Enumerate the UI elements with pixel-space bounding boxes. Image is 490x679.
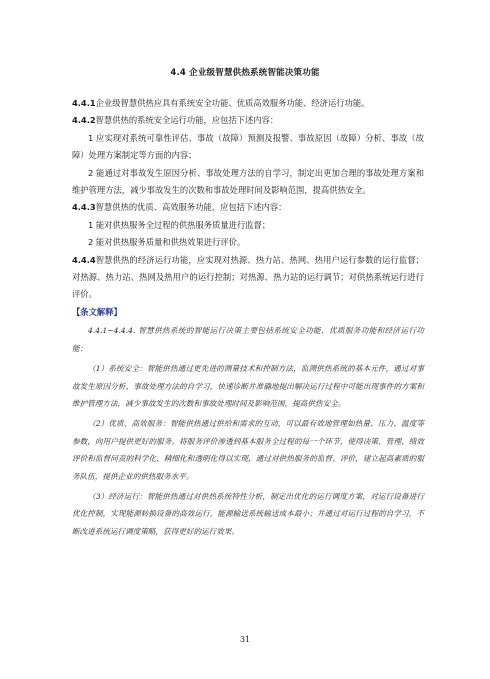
explanation-paragraph: （1）系统安全：智能供热通过更先进的测量技术和控制方法，监测供热系统的基本元件，通过对事故发生原因分析、事故处理方法的自学习，快速诊断并准确地提出解决运行过程中可能出现事件的方案和维护管理方法，减少事故发生的次数和事故处理时间及影响范围，提高供热安全。 bbox=[72, 364, 424, 408]
clause-number: 4.4.1 bbox=[72, 98, 96, 108]
clause-item: 2 能通过对事故发生原因分析、事故处理方法的自学习，制定出更加合理的事故处理方案和维护管理方法，减少事故发生的次数和事故处理时间及影响范围，提高供热安全。 bbox=[72, 167, 424, 196]
explanation-heading: 【条文解释】 bbox=[72, 306, 122, 317]
explanation-block bbox=[72, 322, 424, 540]
clause-number: 4.4.4 bbox=[72, 254, 96, 265]
clause-text: 智慧供热的系统安全运行功能，应包括下述内容： bbox=[95, 115, 279, 126]
clause-text: 企业级智慧供热应具有系统安全功能、优质高效服务功能、经济运行功能。 bbox=[95, 98, 370, 108]
page-number: 31 bbox=[239, 635, 251, 644]
clause-4-4-1 bbox=[72, 95, 424, 112]
clause-number: 4.4.2 bbox=[72, 115, 96, 126]
clause-number: 4.4.3 bbox=[72, 202, 96, 213]
clause-item: 1 应实现对系统可靠性评估、事故（故障）预测及报警、事故原因（故障）分析、事故（故障）处理方案制定等方面的内容； bbox=[72, 132, 424, 161]
clause-4-4-2 bbox=[72, 112, 424, 129]
clause-text: 智慧供热的优质、高效服务功能，应包括下述内容： bbox=[95, 202, 287, 213]
explanation-paragraph: （3）经济运行：智能供热通过对供热系统特性分析，制定出优化的运行调度方案，对运行设备进行优化控制，实现能源转换设备的高效运行，能源输送系统输送成本最小；并通过对运行过程的自学习，不断改进系统运行调度策略，获得更好的运行效果。 bbox=[72, 491, 424, 536]
clause-4-4-4 bbox=[72, 252, 424, 304]
clause-item: 2 能对供热服务质量和供热效果进行评价。 bbox=[88, 237, 246, 248]
explanation-intro: 4.4.1~4.4.4. 智慧供热系统的智能运行决策主要包括系统安全功能、优质服务功能和经济运行功能： bbox=[72, 326, 424, 353]
clause-4-4-3 bbox=[72, 199, 424, 216]
clause-text: 智慧供热的经济运行功能，应实现对热源、热力站、热网、热用户运行参数的运行监督；对热源、热力站、热网及热用户的运行控制；对热源、热力站的运行调节；对供热系统运行进行评价。 bbox=[72, 254, 424, 300]
explanation-paragraph: （2）优质、高效服务：智能供热通过供给和需求的互动，可以最有效地管理如热量、压力、温度等参数，向用户提供更好的服务。将服务评价渗透到基本服务全过程的每一个环节，使得决策、管理、绩效评价和监督问责的科学化、精细化和透明化得以实现，通过对供热服务的监督、评价，建立起高素质的服务队伍，提供企业的供热服务水平。 bbox=[72, 419, 424, 481]
clause-item: 1 能对供热服务全过程的供热服务质量进行监督； bbox=[88, 219, 271, 230]
section-title: 4.4 企业级智慧供热系统智能决策功能 bbox=[170, 68, 320, 78]
document-body bbox=[72, 95, 424, 540]
